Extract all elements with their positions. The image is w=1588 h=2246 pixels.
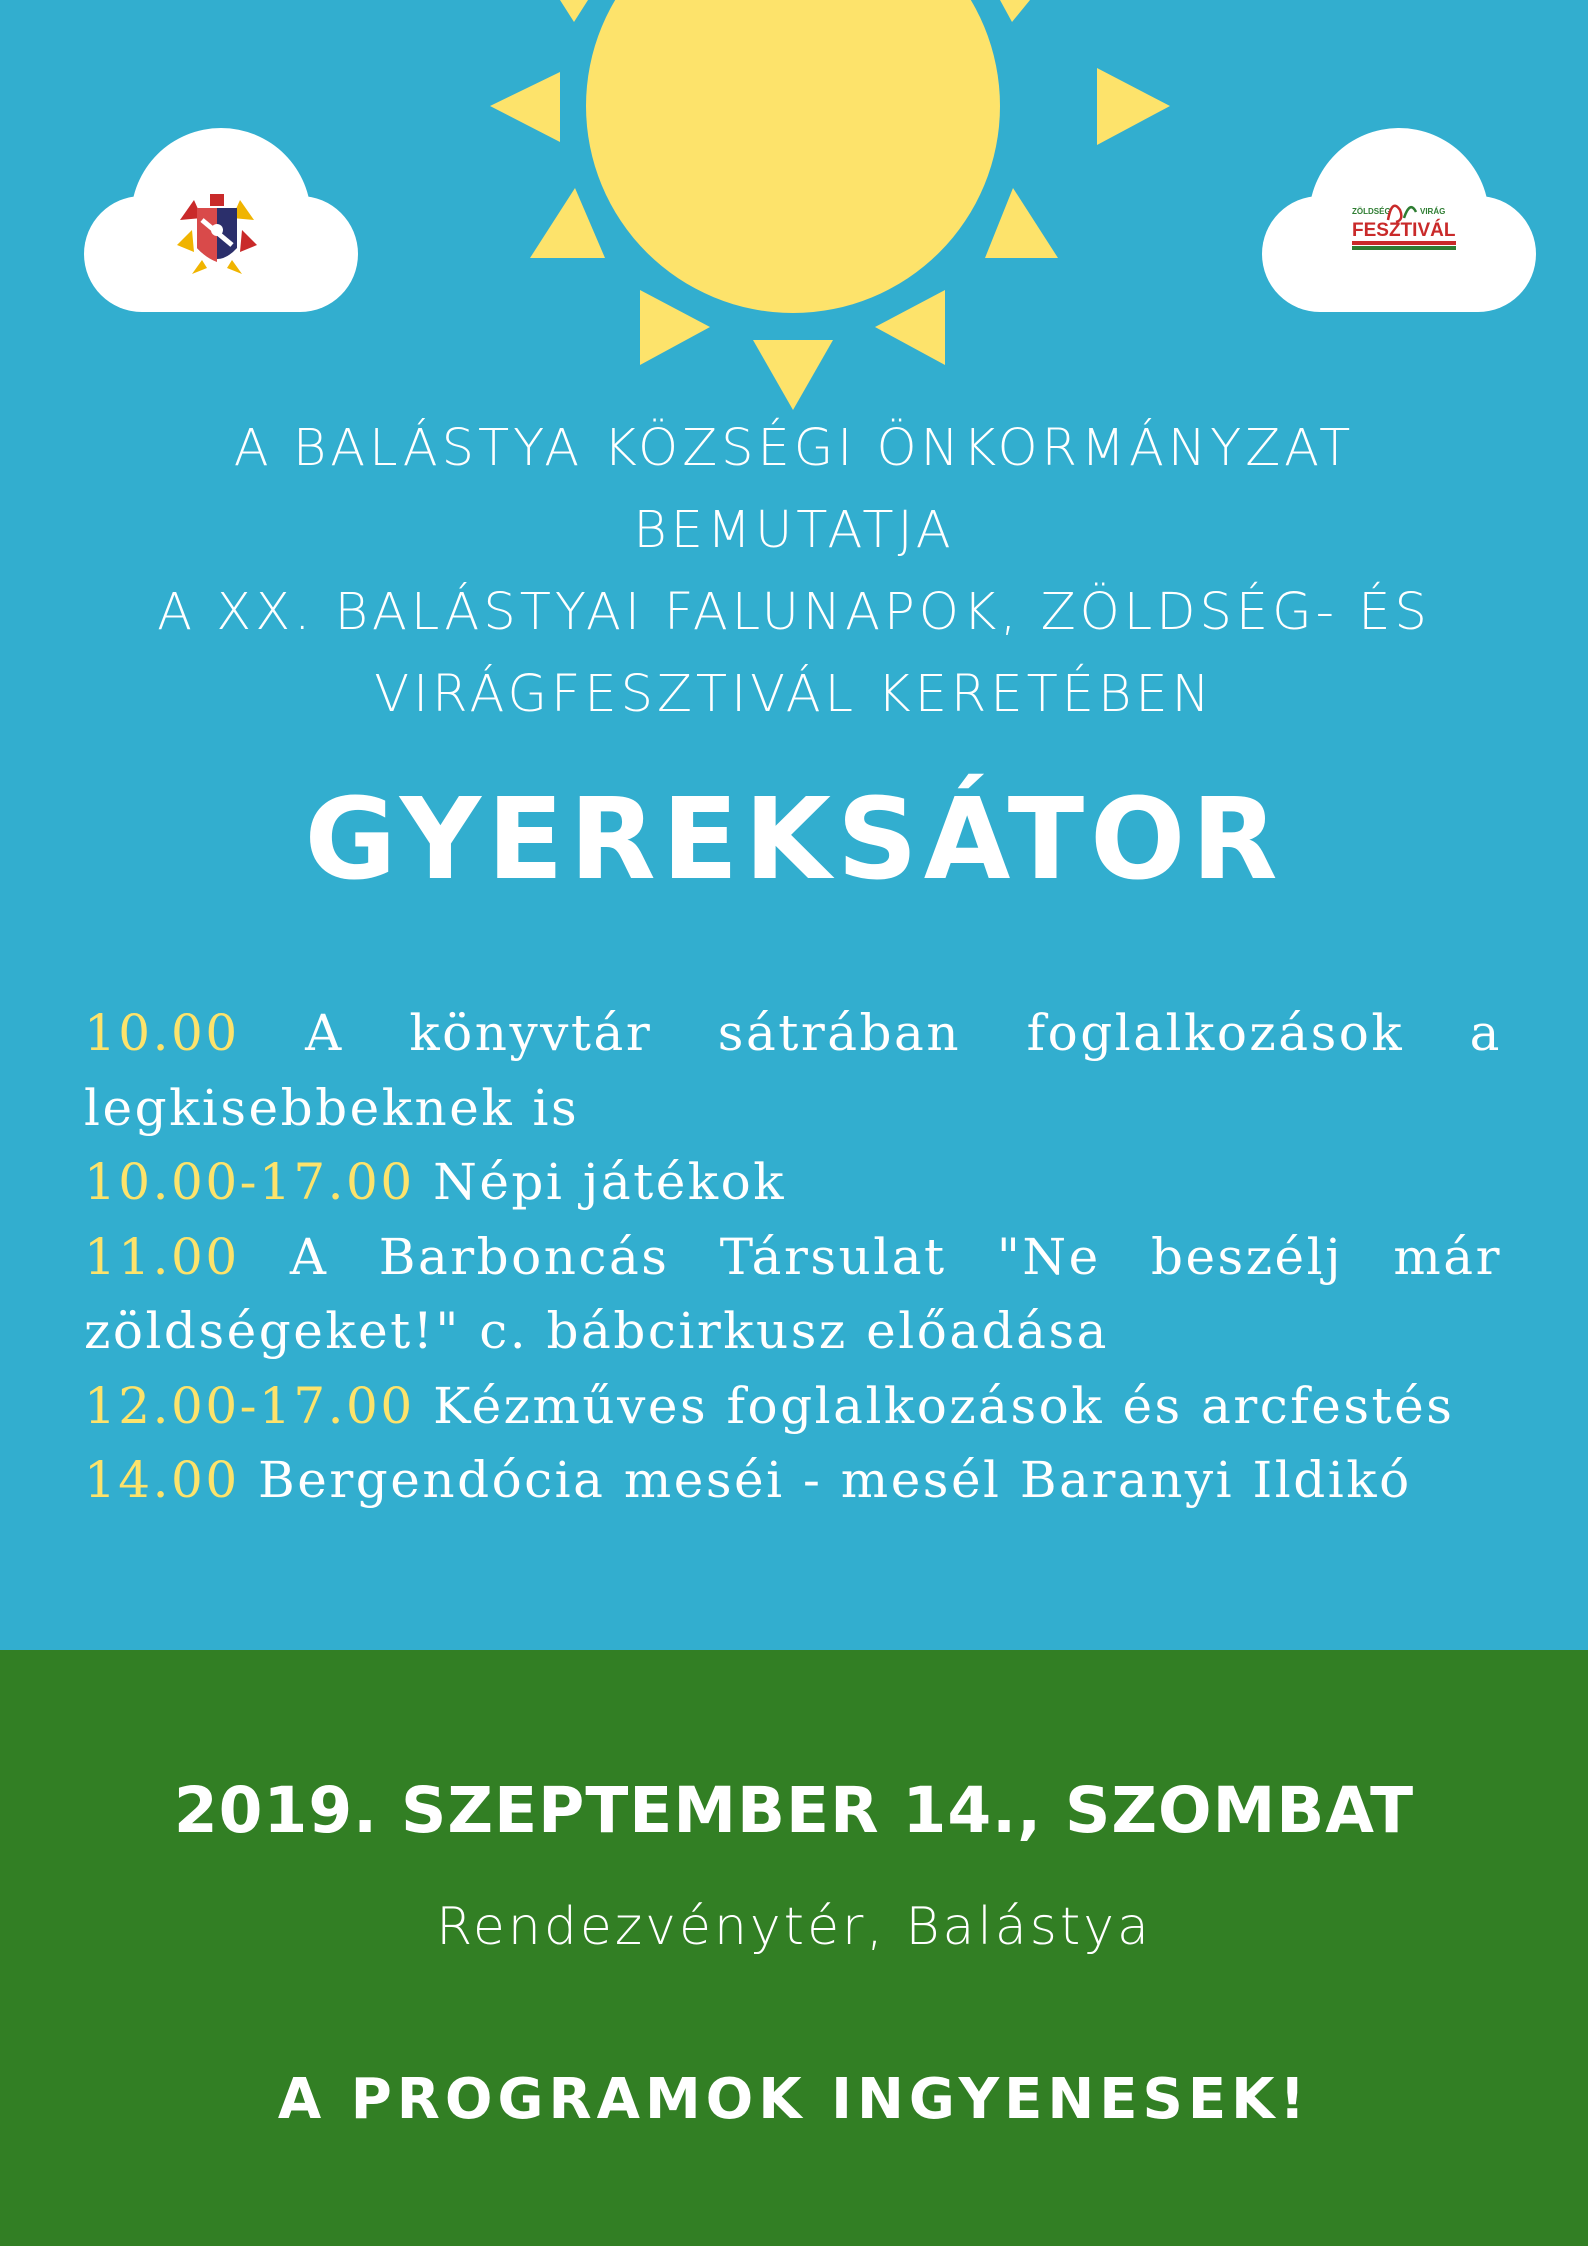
svg-text:ZÖLDSÉG: ZÖLDSÉG <box>1352 207 1391 216</box>
svg-text:VIRÁG: VIRÁG <box>1420 207 1446 216</box>
program-time: 12.00-17.00 <box>84 1376 415 1435</box>
program-item <box>84 1220 1502 1369</box>
program-time: 14.00 <box>84 1451 240 1509</box>
svg-text:FESZTIVÁL: FESZTIVÁL <box>1352 220 1456 241</box>
program-text: Népi játékok <box>414 1153 787 1211</box>
program-text: A Barboncás Társulat "Ne beszélj már zöldségeket!" c. bábcirkusz előadása <box>84 1227 1502 1360</box>
poster-title: GYEREKSÁTOR <box>304 775 1284 905</box>
program-item <box>84 996 1502 1145</box>
program-time: 10.00 <box>84 1004 240 1062</box>
program-item <box>84 1369 1502 1444</box>
program-time: 11.00 <box>84 1227 240 1286</box>
intro-line: A XX. BALÁSTYAI FALUNAPOK, ZÖLDSÉG- ÉS <box>157 583 1431 642</box>
event-date: 2019. SZEPTEMBER 14., SZOMBAT <box>173 1774 1415 1847</box>
intro-line: VIRÁGFESZTIVÁL KERETÉBEN <box>374 665 1214 724</box>
program-text: A könyvtár sátrában foglalkozások a legkisebbeknek is <box>84 1004 1502 1137</box>
program-list <box>84 996 1502 1518</box>
event-venue: Rendezvénytér, Balástya <box>436 1897 1152 1957</box>
program-text: Kézműves foglalkozások és arcfestés <box>414 1376 1455 1435</box>
coat-of-arms-icon <box>172 190 262 280</box>
intro-line: BEMUTATJA <box>633 501 955 560</box>
festival-logo <box>1340 190 1470 260</box>
program-text: Bergendócia meséi - mesél Baranyi Ildikó <box>239 1451 1412 1509</box>
program-item <box>84 1443 1502 1518</box>
free-admission-note: A PROGRAMOK INGYENESEK! <box>277 2067 1311 2132</box>
intro-text <box>94 408 1494 736</box>
program-time: 10.00-17.00 <box>84 1153 415 1211</box>
intro-line: A BALÁSTYA KÖZSÉGI ÖNKORMÁNYZAT <box>233 419 1355 478</box>
program-item <box>84 1145 1502 1220</box>
